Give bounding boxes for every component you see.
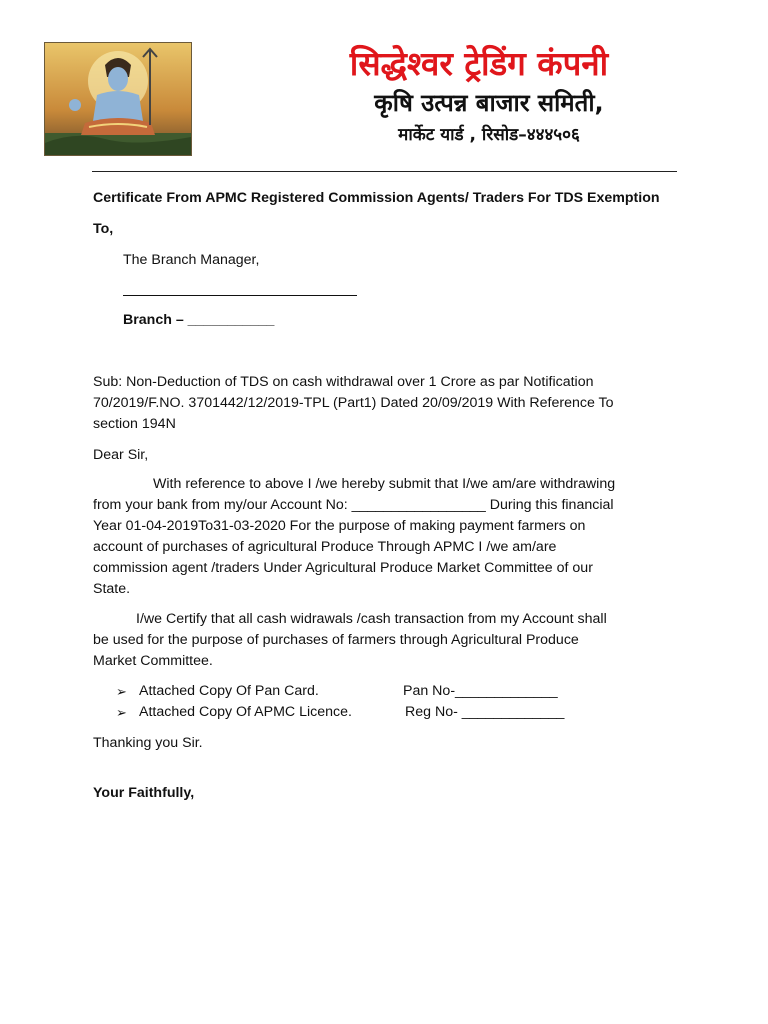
attachment-item: Attached Copy Of Pan Card. <box>139 683 319 699</box>
paragraph-line: I/we Certify that all cash widrawals /cash transaction from my Account shall <box>136 611 607 627</box>
arrow-bullet-icon: ➢ <box>116 684 127 699</box>
paragraph-line: commission agent /traders Under Agricultural Produce Market Committee of our <box>93 560 593 576</box>
paragraph-line: be used for the purpose of purchases of farmers through Agricultural Produce <box>93 632 579 648</box>
closing-line: Your Faithfully, <box>93 785 195 801</box>
address-blank-line <box>123 295 357 296</box>
paragraph-line: Market Committee. <box>93 653 213 669</box>
paragraph-line: With reference to above I /we hereby submit that I/we am/are withdrawing <box>153 476 616 492</box>
header-divider <box>92 171 677 172</box>
letterhead-line-2: मार्केट यार्ड , रिसोड–४४४५०६ <box>398 125 580 145</box>
subject-line: section 194N <box>93 416 176 432</box>
company-name: सिद्धेश्वर ट्रेडिंग कंपनी <box>349 44 609 83</box>
addressee: The Branch Manager, <box>123 252 260 268</box>
salutation: Dear Sir, <box>93 447 149 463</box>
paragraph-line: State. <box>93 581 131 597</box>
paragraph-line: Year 01-04-2019To31-03-2020 For the purpose of making payment farmers on <box>93 518 586 534</box>
letterhead-line-1: कृषि उत्पन्न बाजार समिती, <box>374 89 604 117</box>
to-line: To, <box>93 221 114 237</box>
reg-number-field: Reg No- _____________ <box>405 704 565 720</box>
branch-line: Branch – ___________ <box>123 312 275 328</box>
paragraph-line: account of purchases of agricultural Produce Through APMC I /we am/are <box>93 539 557 555</box>
pan-number-field: Pan No-_____________ <box>403 683 558 699</box>
subject-line: 70/2019/F.NO. 3701442/12/2019-TPL (Part1) Dated 20/09/2019 With Reference To <box>93 395 614 411</box>
paragraph-line: from your bank from my/our Account No: _________________ During this financial <box>93 497 614 513</box>
certificate-heading: Certificate From APMC Registered Commission Agents/ Traders For TDS Exemption <box>93 190 660 206</box>
attachment-item: Attached Copy Of APMC Licence. <box>139 704 352 720</box>
subject-line: Sub: Non-Deduction of TDS on cash withdrawal over 1 Crore as par Notification <box>93 374 594 390</box>
thanks-line: Thanking you Sir. <box>93 735 203 751</box>
arrow-bullet-icon: ➢ <box>116 705 127 720</box>
